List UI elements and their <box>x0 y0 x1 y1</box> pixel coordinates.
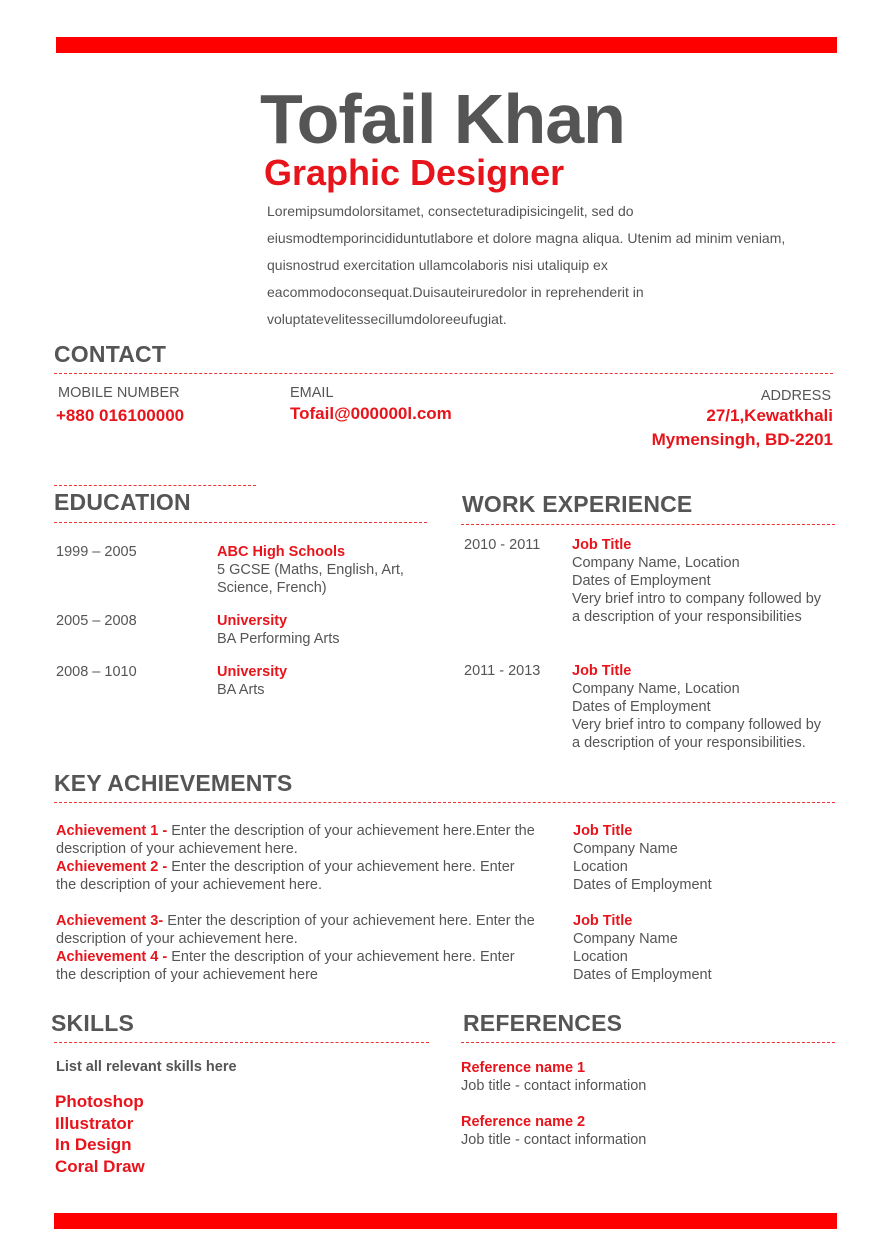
work-experience-heading: WORK EXPERIENCE <box>462 491 693 517</box>
references-heading: REFERENCES <box>463 1010 623 1036</box>
achievement-job-dates: Dates of Employment <box>573 877 712 893</box>
candidate-title: Graphic Designer <box>264 152 565 193</box>
contact-heading: CONTACT <box>54 341 167 367</box>
skill-item: Photoshop <box>55 1092 144 1111</box>
address-line-1: 27/1,Kewatkhali <box>706 406 833 425</box>
education-school: ABC High Schools <box>217 544 346 560</box>
work-job-title: Job Title <box>572 537 632 553</box>
email-value: Tofail@000000l.com <box>290 404 452 423</box>
education-detail: BA Performing Arts <box>217 631 340 647</box>
work-years: 2010 - 2011 <box>464 537 541 553</box>
reference-item <box>461 1059 646 1095</box>
achievement-item <box>56 948 536 984</box>
achievement-text: Enter the description of your achievement here. Enter the description of your achievement here <box>56 949 515 983</box>
work-description: Very brief intro to company followed by a description of your responsibilities. <box>572 717 822 751</box>
achievement-item <box>56 822 536 858</box>
mobile-value: +880 016100000 <box>56 406 185 425</box>
intro-paragraph: Loremipsumdolorsitamet, consecteturadipisicingelit, sed do eiusmodtemporincididuntutlabore et dolore magna aliqua. Utenim ad minim veniam, quisnostrud exercitation ullamcolaboris nisi utaliquip ex eacommodoconsequat.Duisauteiruredolor in reprehenderit in voluptatevelitessecillumdoloreeufugiat. <box>267 203 786 327</box>
skill-item: In Design <box>55 1135 132 1154</box>
achievement-text: Enter the description of your achievement here. Enter the description of your achievement here. <box>56 913 535 947</box>
achievement-text: Enter the description of your achievement here. Enter the description of your achievement here. <box>56 859 515 893</box>
contact-divider <box>54 373 833 374</box>
key-achievements-heading: KEY ACHIEVEMENTS <box>54 770 293 796</box>
education-years: 2008 – 1010 <box>56 664 137 680</box>
achievement-job-location: Location <box>573 859 628 875</box>
education-years: 2005 – 2008 <box>56 613 137 629</box>
top-accent-bar <box>56 37 837 53</box>
achievement-job-title: Job Title <box>573 823 633 839</box>
achievement-job-location: Location <box>573 949 628 965</box>
address-label: ADDRESS <box>760 388 831 404</box>
skill-item: Coral Draw <box>55 1156 145 1176</box>
achievement-job-dates: Dates of Employment <box>573 967 712 983</box>
candidate-name: Tofail Khan <box>260 80 625 158</box>
education-divider <box>54 522 427 523</box>
work-entry <box>572 536 827 626</box>
reference-info: Job title - contact information <box>461 1078 647 1094</box>
reference-name: Reference name 1 <box>461 1060 586 1076</box>
bottom-accent-bar <box>54 1213 837 1229</box>
achievement-job-company: Company Name <box>573 841 678 857</box>
work-dates: Dates of Employment <box>572 573 711 589</box>
skill-item: Illustrator <box>55 1113 134 1133</box>
skills-divider <box>54 1042 429 1043</box>
skills-intro: List all relevant skills here <box>56 1059 237 1075</box>
work-entry <box>572 662 827 752</box>
achievement-job-company: Company Name <box>573 931 678 947</box>
education-top-divider <box>54 485 256 486</box>
achievement-text: Enter the description of your achievement here.Enter the description of your achievement here. <box>56 823 535 857</box>
achievement-label: Achievement 2 - <box>56 859 168 875</box>
education-school: University <box>217 664 288 680</box>
achievement-job <box>573 912 823 984</box>
achievement-job-title: Job Title <box>573 913 633 929</box>
key-achievements-divider <box>54 802 835 803</box>
education-years: 1999 – 2005 <box>56 544 137 560</box>
work-years: 2011 - 2013 <box>464 663 541 679</box>
achievement-item <box>56 912 536 948</box>
work-company: Company Name, Location <box>572 681 740 697</box>
references-divider <box>461 1042 835 1043</box>
achievement-item <box>56 858 536 894</box>
work-dates: Dates of Employment <box>572 699 711 715</box>
education-heading: EDUCATION <box>54 489 191 515</box>
achievement-job <box>573 822 823 894</box>
education-detail: 5 GCSE (Maths, English, Art, Science, French) <box>217 562 404 596</box>
achievement-label: Achievement 4 - <box>56 949 168 965</box>
work-job-title: Job Title <box>572 663 632 679</box>
achievements-list <box>56 822 536 984</box>
work-company: Company Name, Location <box>572 555 740 571</box>
reference-name: Reference name 2 <box>461 1114 586 1130</box>
education-detail: BA Arts <box>217 682 265 698</box>
reference-item <box>461 1113 646 1149</box>
achievement-label: Achievement 1 - <box>56 823 168 839</box>
education-school: University <box>217 613 288 629</box>
address-line-2: Mymensingh, BD-2201 <box>651 430 833 449</box>
skills-list <box>55 1091 145 1177</box>
reference-info: Job title - contact information <box>461 1132 647 1148</box>
achievement-label: Achievement 3- <box>56 913 164 929</box>
skills-heading: SKILLS <box>51 1010 134 1036</box>
email-label: EMAIL <box>290 385 334 401</box>
mobile-label: MOBILE NUMBER <box>58 385 180 401</box>
work-description: Very brief intro to company followed by a description of your responsibilities <box>572 591 822 625</box>
work-experience-divider <box>461 524 835 525</box>
